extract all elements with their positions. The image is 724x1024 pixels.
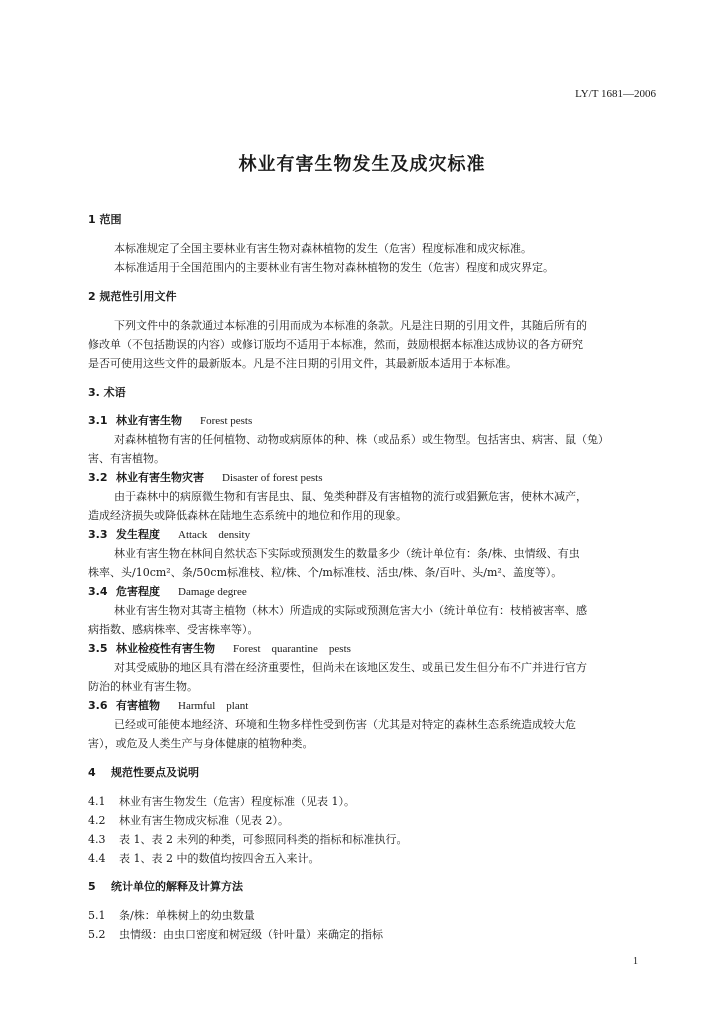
item-number: 4.2 [88,814,106,827]
term-3-2-definition-line-1: 由于森林中的病原微生物和有害昆虫、鼠、兔类种群及有害植物的流行或猖獗危害，使林木减产， [114,490,587,503]
term-english-name: Forest pests [200,415,253,427]
section-4-item [88,793,355,809]
section-4-item [88,831,408,847]
section-2-line-1: 下列文件中的条款通过本标准的引用而成为本标准的条款。凡是注日期的引用文件，其随后所有的 [114,319,587,332]
term-3-2-definition-line-2: 造成经济损失或降低森林在陆地生态系统中的地位和作用的现象。 [88,509,407,522]
term-chinese-name: 有害植物 [116,699,160,712]
item-text: 表 1、表 2 未列的种类，可参照同科类的指标和标准执行。 [119,833,408,846]
item-text: 表 1、表 2 中的数值均按四舍五入来计。 [119,852,320,865]
item-number: 4.4 [88,852,106,865]
term-english-name: Damage degree [178,586,247,598]
term-english-name: Forest quarantine pests [233,643,351,655]
item-number: 5.1 [88,909,106,922]
item-number: 4.1 [88,795,106,808]
term-3-2-heading [88,469,323,485]
section-3-heading: 3. 术语 [88,386,126,399]
term-3-5-definition-line-1: 对其受威胁的地区具有潜在经济重要性，但尚未在该地区发生、或虽已发生但分布不广并进行官方 [114,661,587,674]
term-number: 3.4 [88,585,108,598]
section-1-paragraph-2: 本标准适用于全国范围内的主要林业有害生物对森林植物的发生（危害）程度和成灾界定。 [114,261,554,274]
term-english-name: Disaster of forest pests [222,472,323,484]
item-number: 4.3 [88,833,106,846]
term-3-6-definition-line-2: 害），或危及人类生产与身体健康的植物种类。 [88,737,314,750]
item-text: 林业有害生物发生（危害）程度标准（见表 1）。 [119,795,355,808]
page-title: 林业有害生物发生及成灾标准 [238,154,486,175]
section-4-item [88,850,320,866]
section-4-heading: 4 规范性要点及说明 [88,766,199,779]
section-4-item [88,812,289,828]
term-3-3-definition-line-1: 林业有害生物在林间自然状态下实际或预测发生的数量多少（统计单位有：条/株、虫情级、有虫 [114,547,580,560]
page-number: 1 [633,956,638,967]
section-1-paragraph-1: 本标准规定了全国主要林业有害生物对森林植物的发生（危害）程度标准和成灾标准。 [114,242,532,255]
item-text: 林业有害生物成灾标准（见表 2）。 [119,814,289,827]
section-2-line-2: 修改单（不包括勘误的内容）或修订版均不适用于本标准，然而，鼓励根据本标准达成协议的各方研究 [88,338,583,351]
term-3-6-heading [88,697,248,713]
term-chinese-name: 林业有害生物灾害 [116,471,204,484]
item-text: 条/株：单株树上的幼虫数量 [119,909,255,922]
section-5-heading: 5 统计单位的解释及计算方法 [88,880,243,893]
standard-code: LY/T 1681—2006 [575,88,656,100]
term-3-4-definition-line-2: 病指数、感病株率、受害株率等）。 [88,623,259,636]
term-3-1-heading [88,412,252,428]
term-3-1-definition-line-2: 害、有害植物。 [88,452,165,465]
section-1-heading: 1 范围 [88,213,122,226]
term-number: 3.6 [88,699,108,712]
term-number: 3.5 [88,642,108,655]
term-3-1-definition-line-1: 对森林植物有害的任何植物、动物或病原体的种、株（或品系）或生物型。包括害虫、病害、鼠（兔） [114,433,609,446]
term-3-6-definition-line-1: 已经或可能使本地经济、环境和生物多样性受到伤害（尤其是对特定的森林生态系统造成较大危 [114,718,576,731]
term-chinese-name: 林业检疫性有害生物 [116,642,215,655]
term-chinese-name: 发生程度 [116,528,160,541]
term-number: 3.3 [88,528,108,541]
section-2-line-3: 是否可使用这些文件的最新版本。凡是不注日期的引用文件，其最新版本适用于本标准。 [88,357,517,370]
term-3-4-definition-line-1: 林业有害生物对其寄主植物（林木）所造成的实际或预测危害大小（统计单位有：枝梢被害率、感 [114,604,587,617]
term-3-3-heading [88,526,250,542]
term-english-name: Harmful plant [178,700,249,712]
section-2-heading: 2 规范性引用文件 [88,290,177,303]
term-chinese-name: 危害程度 [116,585,160,598]
term-number: 3.1 [88,414,108,427]
section-5-item [88,926,383,942]
section-5-item [88,907,255,923]
item-number: 5.2 [88,928,106,941]
term-number: 3.2 [88,471,108,484]
item-text: 虫情级：由虫口密度和树冠级（针叶量）来确定的指标 [119,928,383,941]
term-chinese-name: 林业有害生物 [116,414,182,427]
term-english-name: Attack density [178,529,251,541]
term-3-3-definition-line-2: 株率、头/10cm²、条/50cm标准枝、粒/株、个/m标准枝、活虫/株、条/百叶、头/m²、盖度等）。 [88,566,563,579]
term-3-5-definition-line-2: 防治的林业有害生物。 [88,680,198,693]
term-3-5-heading [88,640,351,656]
term-3-4-heading [88,583,247,599]
